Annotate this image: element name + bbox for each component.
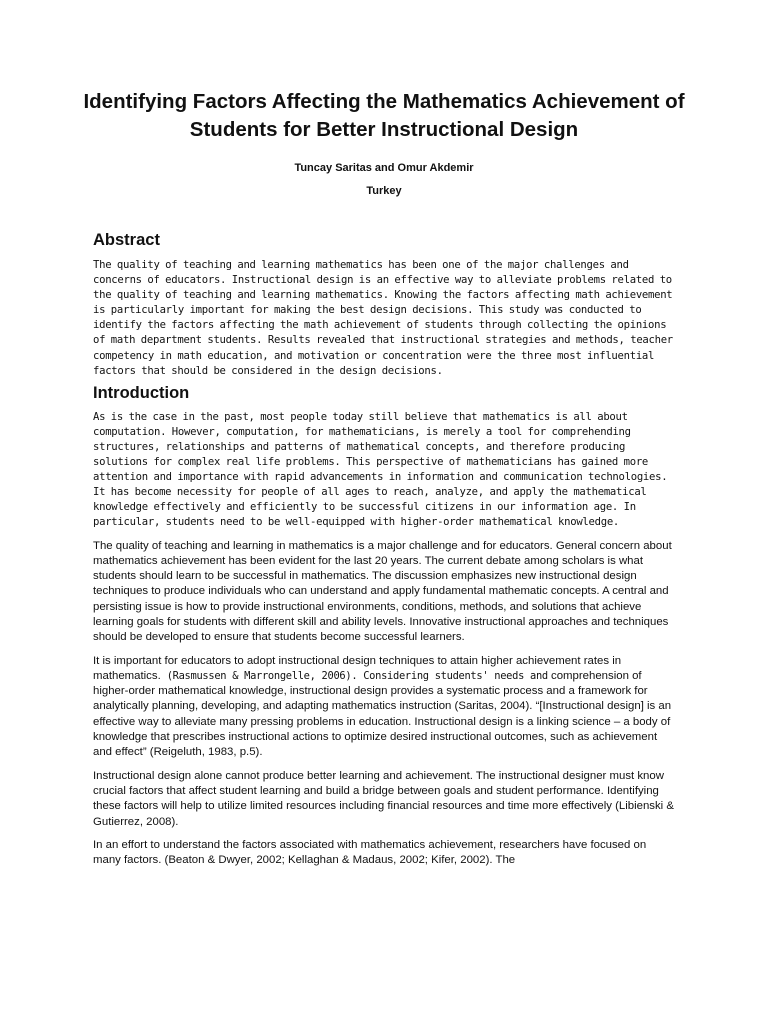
paper-title: Identifying Factors Affecting the Mathematics Achievement of Students for Better Instructional Design: [83, 90, 685, 141]
abstract-heading: Abstract: [93, 231, 160, 249]
paper-page: [83, 88, 685, 868]
introduction-heading: Introduction: [93, 383, 190, 402]
abstract-text: The quality of teaching and learning mathematics has been one of the major challenges and concerns of educators. Instructional design is an effective way to alleviate problems related to the quality of teaching and learning mathematics. Knowing the factors affecting math achievement is particularly important for making the best design decisions. This study was conducted to identify the factors affecting the math achievement of students through collecting the opinions of math department students. Results revealed that instructional strategies and methods, teacher competency in math education, and motivation or concentration were the three most influential factors that should be considered in the design decisions.: [93, 259, 673, 377]
intro-paragraph-3-citation: (Rasmussen & Marrongelle, 2006). Considering students' needs and: [160, 669, 548, 682]
intro-paragraph-3: [93, 654, 675, 761]
paper-affiliation: Turkey: [366, 185, 402, 197]
intro-paragraph-3-part-2: comprehension of higher-order mathematical knowledge, instructional design provides a systematic process and a framework for analytically planning, developing, and adapting mathematics instruction (Saritas, 2004). “[Instructional design] is an effective way to alleviate many pressing problems in education. Instructional design is a linking science – a body of knowledge that prescribes instructional actions to optimize desired instructional outcomes, such as achievement and effect” (Reigeluth, 1983, p.5).: [93, 669, 672, 759]
intro-paragraph-2: The quality of teaching and learning in mathematics is a major challenge and for educators. General concern about mathematics achievement has been evident for the last 20 years. The current debate among scholars is what students should learn to be successful in mathematics. The discussion emphasizes new instructional design techniques to produce individuals who can understand and apply fundamental mathematic concepts. A central and persisting issue is how to provide instructional environments, conditions, methods, and solutions that achieve learning goals for students with different skill and ability levels. Innovative instructional approaches and techniques should be developed to ensure that students become successful learners.: [93, 539, 672, 644]
intro-paragraph-3-part-1: It is important for educators to adopt instructional design techniques to attain higher achievement rates in mathematics.: [93, 654, 622, 682]
intro-paragraph-4: Instructional design alone cannot produce better learning and achievement. The instructional designer must know crucial factors that affect student learning and build a bridge between goals and student performance. Identifying these factors will help to utilize limited resources including financial resources and time more effectively (Libienski & Gutierrez, 2008).: [93, 769, 674, 828]
paper-authors: Tuncay Saritas and Omur Akdemir: [294, 162, 474, 174]
intro-paragraph-1: As is the case in the past, most people today still believe that mathematics is all about computation. However, computation, for mathematicians, is merely a tool for comprehending structures, relationships and patterns of mathematical concepts, and therefore producing solutions for complex real life problems. This perspective of mathematicians has gained more attention and importance with rapid advancements in information and communication technologies. It has become necessity for people of all ages to reach, analyze, and apply the mathematical knowledge effectively and efficiently to be successful citizens in our information age. In particular, students need to be well-equipped with higher-order mathematical knowledge.: [93, 410, 668, 529]
intro-paragraph-5: In an effort to understand the factors associated with mathematics achievement, researchers have focused on many factors. (Beaton & Dwyer, 2002; Kellaghan & Madaus, 2002; Kifer, 2002). The: [93, 838, 647, 867]
